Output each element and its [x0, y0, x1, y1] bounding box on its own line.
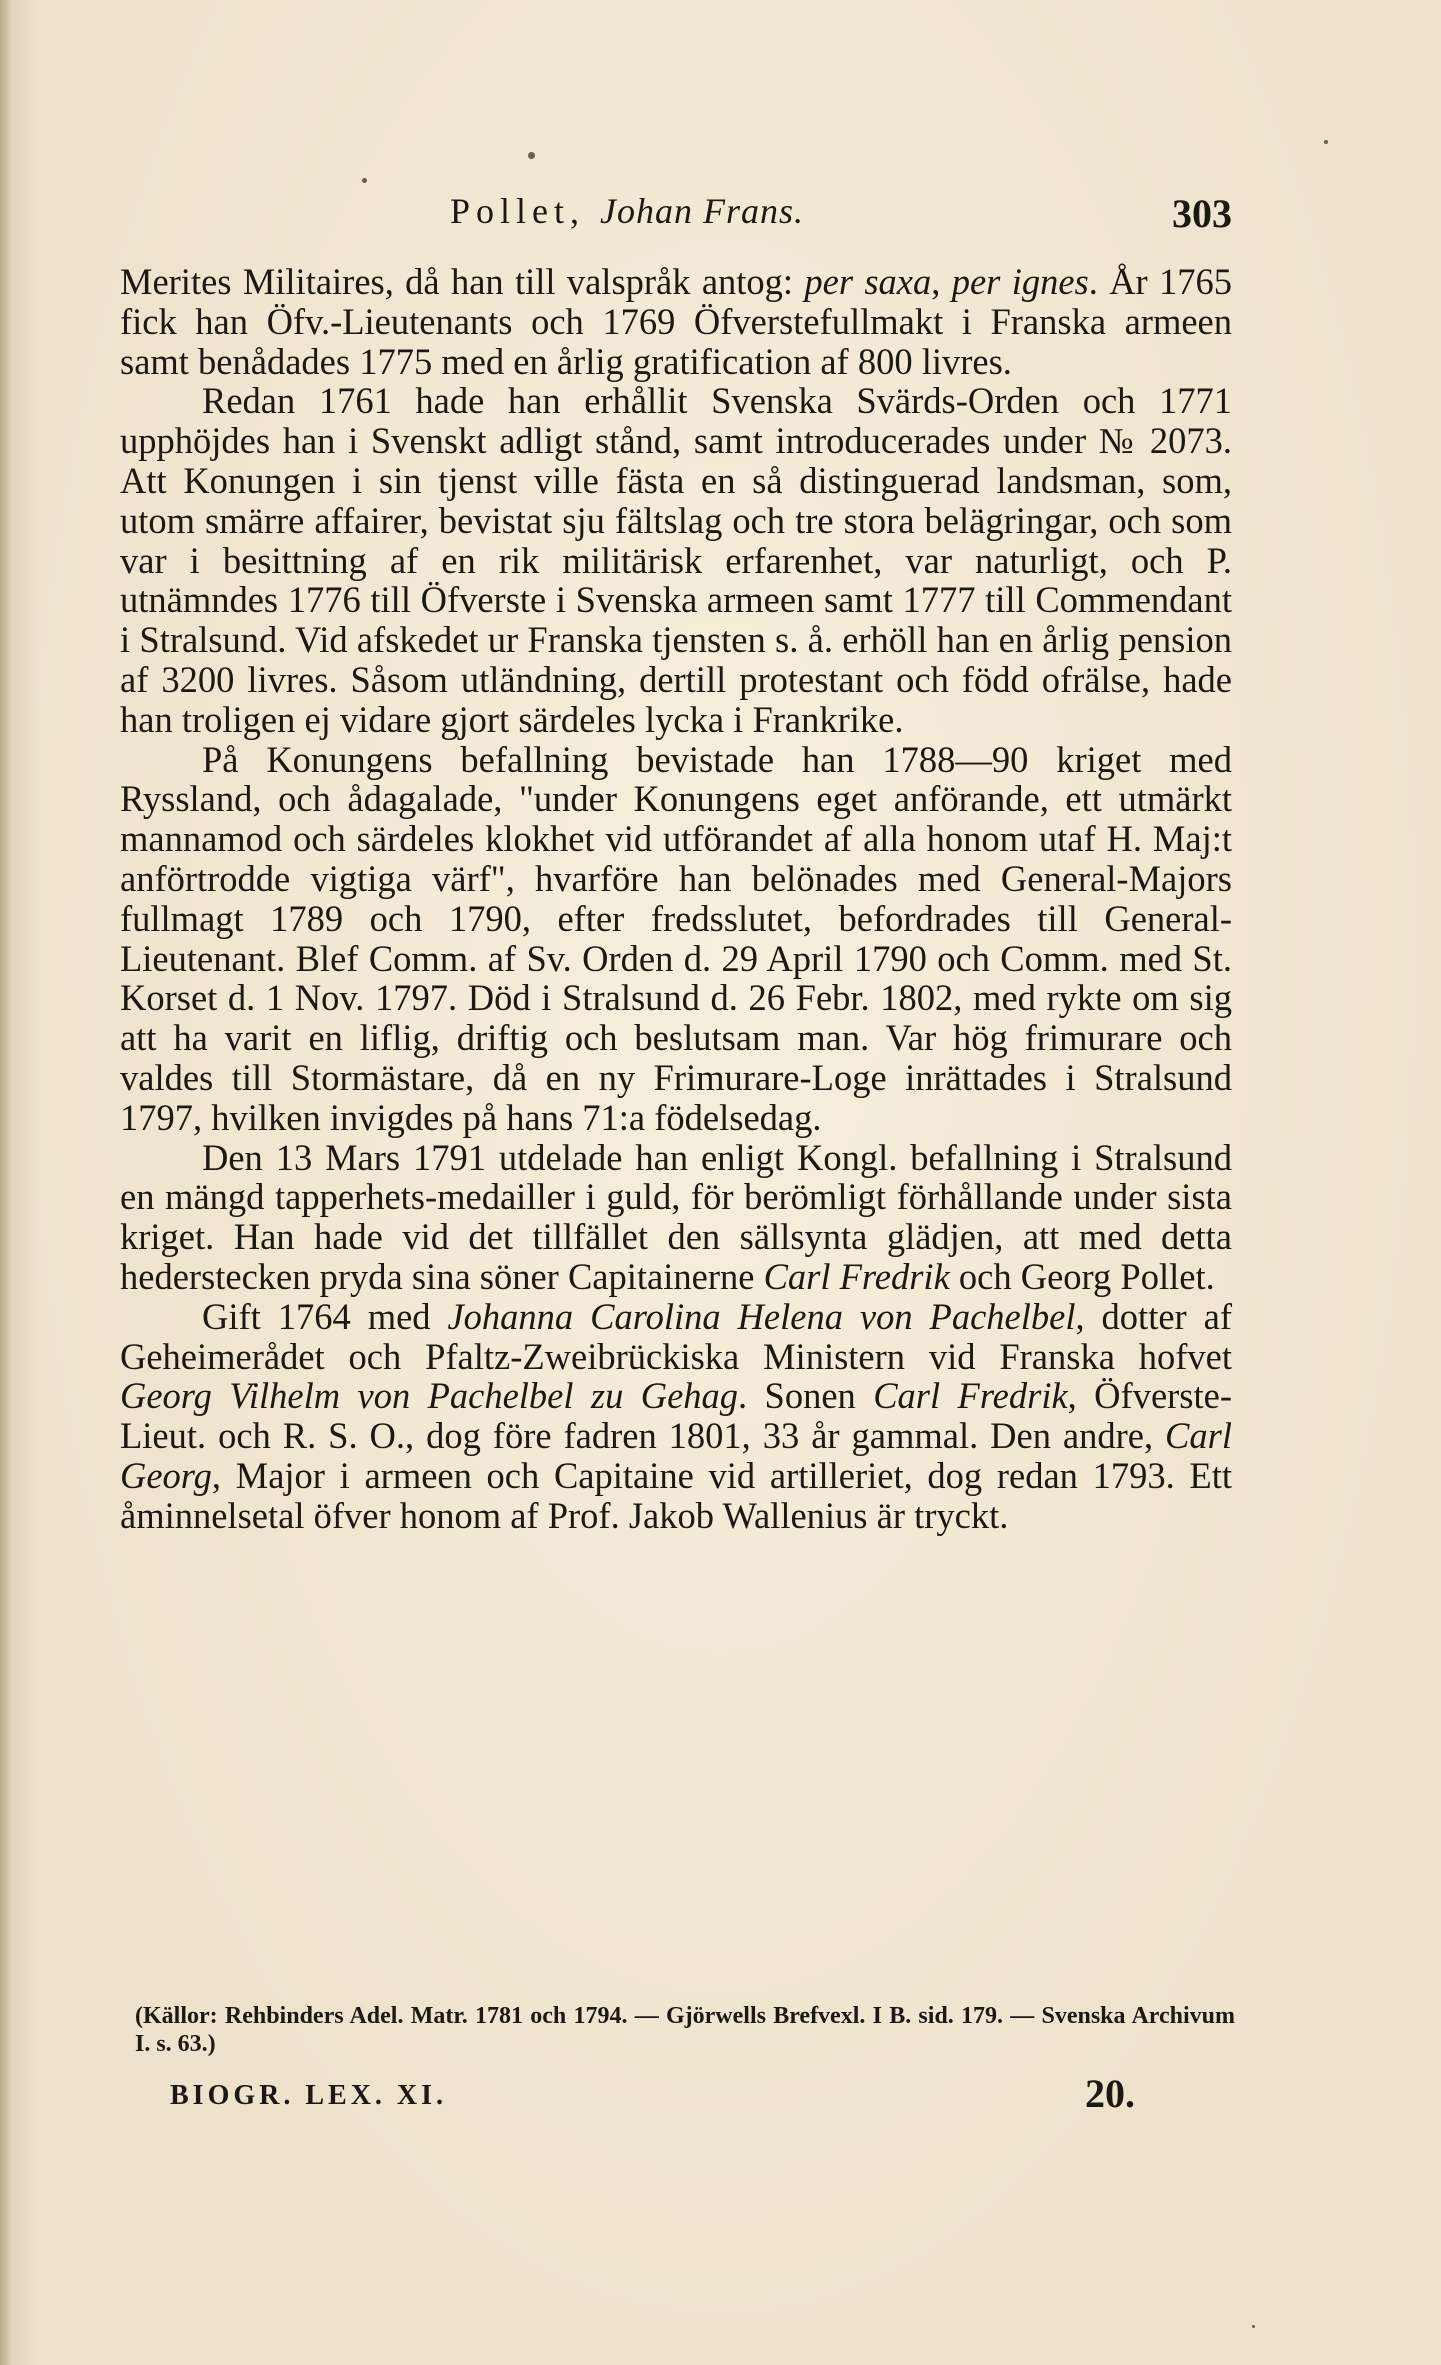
page-binding-edge: [0, 0, 14, 2365]
running-title-name: Pollet,: [450, 191, 586, 231]
paper-speck: [362, 178, 367, 183]
italic-run: per saxa: [804, 261, 932, 302]
italic-run: Carl Georg: [120, 1415, 1232, 1496]
page-number: 303: [1172, 191, 1232, 236]
running-title: [450, 190, 804, 232]
running-header: [120, 190, 1232, 240]
italic-run: Georg Vilhelm von Pachelbel zu Gehag: [120, 1375, 739, 1417]
sources-footnote: (Källor: Rehbinders Adel. Matr. 1781 och 1794. — Gjörwells Brefvexl. I B. sid. 179. — Svenska Archivum I. s. 63.): [135, 2003, 1235, 2057]
italic-run: Carl Fredrik: [763, 1255, 950, 1297]
paragraph-4: Den 13 Mars 1791 utdelade han enligt Kongl. befallning i Stralsund en mängd tapperhets-medailler i guld, för berömligt förhållande under sista kriget. Han hade vid det tillfället den sällsynta glädjen, att med detta hederstecken pryda sina söner Capitainerne Carl Fredrik och Georg Pollet.: [120, 1136, 1232, 1297]
signature-mark: BIOGR. LEX. XI.: [170, 2080, 448, 2111]
paper-speck: [528, 152, 535, 159]
paragraph-5: Gift 1764 med Johanna Carolina Helena von Pachelbel, dotter af Geheimerådet och Pfaltz-Zweibrückiska Ministern vid Franska hofvet Georg Vilhelm von Pachelbel zu Gehag. Sonen Carl Fredrik, Öfverste-Lieut. och R. S. O., dog före fadren 1801, 33 år gammal. Den andre, Carl Georg, Major i armeen och Capitaine vid artilleriet, dog redan 1793. Ett åminnelsetal öfver honom af Prof. Jakob Wallenius är tryckt.: [120, 1295, 1233, 1536]
paragraph-3: På Konungens befallning bevistade han 1788—90 kriget med Ryssland, och ådagalade, "under Konungens eget anförande, ett utmärkt mannamod och särdeles klokhet vid utförandet af alla honom utaf H. Maj:t anförtrodde vigtiga värf", hvarföre han belönades med General-Majors fullmagt 1789 och 1790, efter fredsslutet, befordrades till General-Lieutenant. Blef Comm. af Sv. Orden d. 29 April 1790 och Comm. med St. Korset d. 1 Nov. 1797. Död i Stralsund d. 26 Febr. 1802, med rykte om sig att ha varit en liflig, driftig och beslutsam man. Var hög frimurare och valdes till Stormästare, då en ny Frimurare-Loge inrättades i Stralsund 1797, hvilken invigdes på hans 71:a födelsedag.: [120, 738, 1232, 1138]
italic-run: Carl Fredrik: [873, 1375, 1068, 1417]
body-text: [120, 262, 1232, 1536]
running-title-subject: Johan Frans.: [600, 191, 805, 231]
paragraph-2: Redan 1761 hade han erhållit Svenska Svärds-Orden och 1771 upphöjdes han i Svenskt adligt stånd, samt introducerades under № 2073. Att Konungen i sin tjenst ville fästa en så distinguerad landsman, som, utom smärre affairer, bevistat sju fältslag och tre stora belägringar, och som var i besittning af en rik militärisk erfarenhet, var naturligt, och P. utnämndes 1776 till Öfverste i Svenska armeen samt 1777 till Commendant i Stralsund. Vid afskedet ur Franska tjensten s. å. erhöll han en årlig pension af 3200 livres. Såsom utländning, dertill protestant och född ofrälse, hade han troligen ej vidare gjort särdeles lycka i Frankrike.: [120, 380, 1232, 740]
italic-run: per ignes: [951, 261, 1089, 302]
paper-speck: [1252, 2325, 1255, 2328]
paragraph-1: Merites Militaires, då han till valspråk antog: per saxa, per ignes. År 1765 fick han Öfv.-Lieutenants och 1769 Öfverstefullmakt i Franska armeen samt benådades 1775 med en årlig gratification af 800 livres.: [120, 261, 1233, 382]
italic-run: Johanna Carolina Helena von Pachelbel: [447, 1295, 1076, 1337]
signature-number: 20.: [1085, 2071, 1135, 2116]
paper-speck: [1324, 140, 1328, 144]
